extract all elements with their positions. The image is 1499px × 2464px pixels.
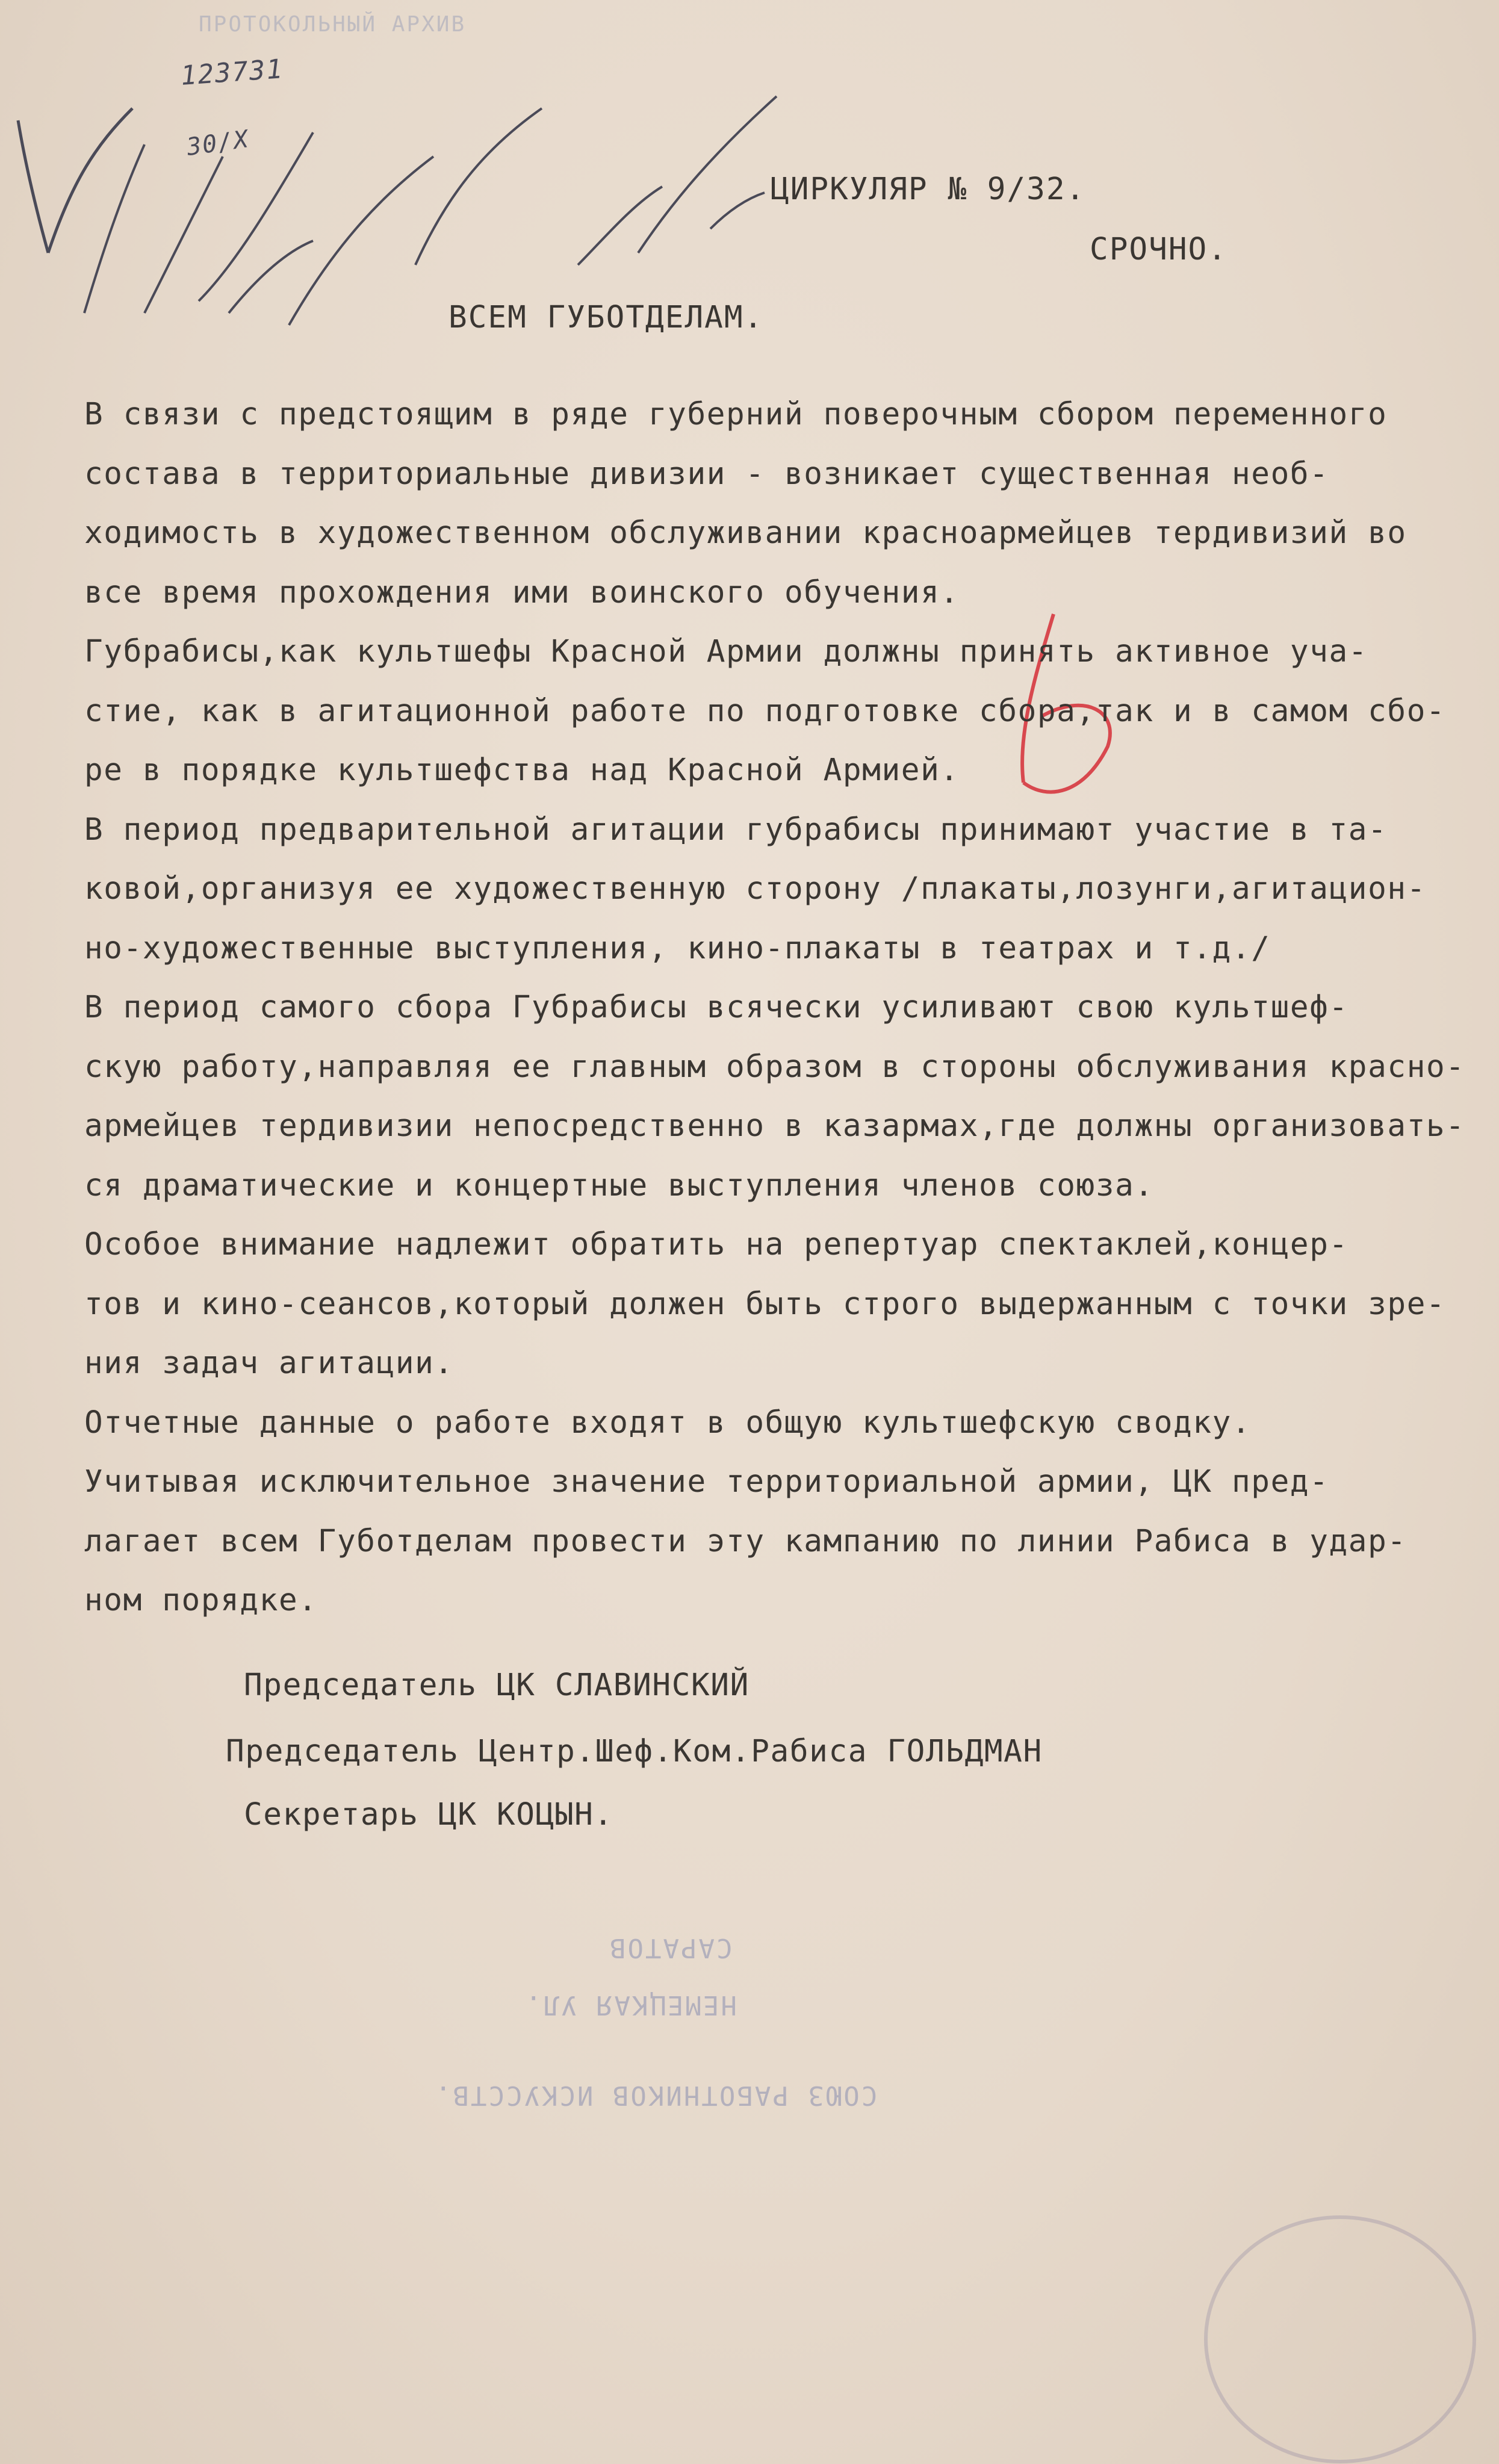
body-line: ном порядке. <box>84 1583 318 1618</box>
body-line: ходимость в художественном обслуживании красноармейцев тердивизий во <box>84 515 1407 551</box>
body-line: состава в территориальные дивизии - возникает существенная необ- <box>84 456 1329 492</box>
addressee-heading: ВСЕМ ГУБОТДЕЛАМ. <box>448 300 764 335</box>
body-line: Особое внимание надлежит обратить на репертуар спектаклей,концер- <box>84 1227 1348 1262</box>
body-line: тов и кино-сеансов,который должен быть строго выдержанным с точки зре- <box>84 1286 1446 1322</box>
handwritten-date: 30/X <box>185 125 252 162</box>
body-line: все время прохождения ими воинского обучения. <box>84 574 960 610</box>
circular-number: ЦИРКУЛЯР № 9/32. <box>771 172 1086 207</box>
body-line: лагает всем Губотделам провести эту кампанию по линии Рабиса в удар- <box>84 1523 1407 1559</box>
body-line: ния задач агитации. <box>84 1345 454 1381</box>
faint-header-text: ПРОТОКОЛЬНЫЙ АРХИВ <box>199 12 467 37</box>
body-line: но-художественные выступления, кино-плакаты в театрах и т.д./ <box>84 930 1271 966</box>
body-line: стие, как в агитационной работе по подготовке сбора,так и в самом сбо- <box>84 693 1446 729</box>
stamp-street: НЕМЕЦКАЯ УЛ. <box>524 1990 737 2020</box>
body-line: ся драматические и концертные выступления членов союза. <box>84 1167 1154 1203</box>
archive-seal <box>1204 2215 1476 2463</box>
body-line: Отчетные данные о работе входят в общую культшефскую сводку. <box>84 1404 1252 1441</box>
signature-chairman: Председатель ЦК СЛАВИНСКИЙ <box>244 1668 750 1703</box>
urgent-label: СРОЧНО. <box>1090 232 1227 267</box>
signature-chairman-shef: Председатель Центр.Шеф.Ком.Рабиса ГОЛЬДМАН <box>226 1734 1043 1769</box>
body-line: ре в порядке культшефства над Красной Армией. <box>84 753 960 788</box>
body-line: В период предварительной агитации губрабисы принимают участие в та- <box>84 812 1388 848</box>
body-line: скую работу,направляя ее главным образом в стороны обслуживания красно- <box>84 1049 1465 1085</box>
signature-secretary: Секретарь ЦК КОЦЫН. <box>244 1797 613 1832</box>
handwritten-number: 123731 <box>179 54 285 92</box>
body-line: Учитывая исключительное значение территориальной армии, ЦК пред- <box>84 1464 1329 1500</box>
body-line: В связи с предстоящим в ряде губерний поверочным сбором переменного <box>84 397 1388 432</box>
document-body <box>84 385 1469 1631</box>
body-line: В период самого сбора Губрабисы всячески усиливают свою культшеф- <box>84 990 1348 1025</box>
body-line: Губрабисы,как культшефы Красной Армии должны принять активное уча- <box>84 634 1368 669</box>
stamp-city: САРАТОВ <box>608 1932 733 1963</box>
stamp-union: СОЮЗ РАБОТНИКОВ ИСКУССТВ. <box>433 2080 878 2111</box>
body-line: ковой,организуя ее художественную сторону /плакаты,лозунги,агитацион- <box>84 871 1427 907</box>
body-line: армейцев тердивизии непосредственно в казармах,где должны организовать- <box>84 1108 1465 1144</box>
